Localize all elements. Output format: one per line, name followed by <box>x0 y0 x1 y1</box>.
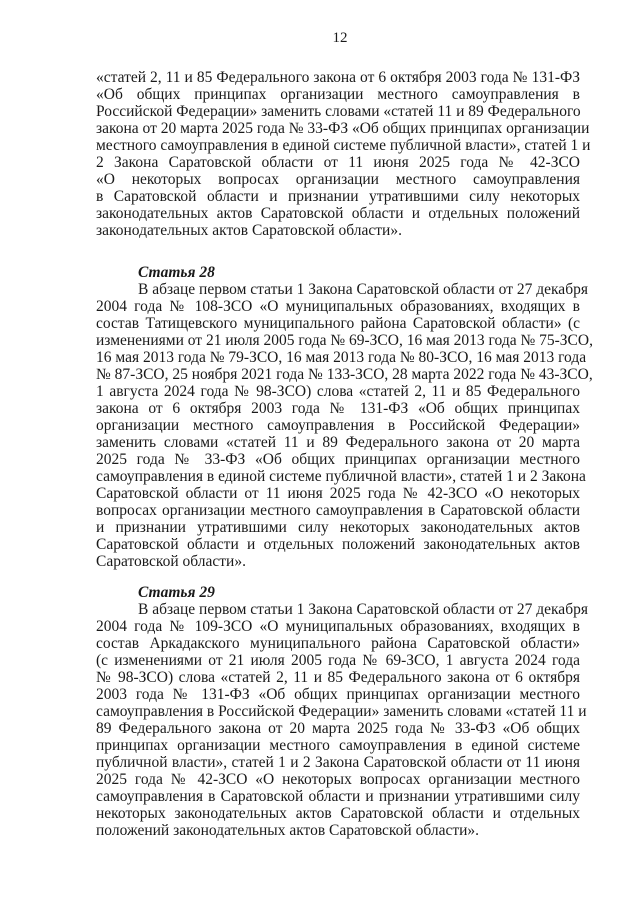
text-line: 2025 года № 42-ЗСО «О некоторых вопросах организации местного <box>96 771 580 788</box>
text-line: Саратовской области от 11 июня 2025 года № 42-ЗСО «О некоторых <box>96 485 580 502</box>
text-line: самоуправления в Саратовской области и признании утратившими силу <box>96 788 580 805</box>
text-line: 2 Закона Саратовской области от 11 июня 2025 года № 42-ЗСО <box>96 154 580 171</box>
text-line: Саратовской области». <box>96 553 246 570</box>
text-line: положений законодательных актов Саратовской области». <box>96 822 480 839</box>
text-line: (с изменениями от 21 июля 2005 года № 69-ЗСО, 1 августа 2024 года <box>96 652 580 669</box>
text-line: закона от 20 марта 2025 года № 33-ФЗ «Об общих принципах организации <box>96 120 590 137</box>
text-line: Саратовской области и отдельных положений законодательных актов <box>96 536 580 553</box>
text-line: и признании утратившими силу некоторых законодательных актов <box>96 519 580 536</box>
text-line: принципах организации местного самоуправления в единой системе <box>96 737 580 754</box>
text-line: законодательных актов Саратовской области и отдельных положений <box>96 205 580 222</box>
text-line: состав Аркадакского муниципального района Саратовской области» <box>96 635 580 652</box>
text-line: закона от 6 октября 2003 года № 131-ФЗ «Об общих принципах <box>96 400 580 417</box>
text-line: «Об общих принципах организации местного самоуправления в <box>96 86 580 103</box>
text-line: в Саратовской области и признании утратившими силу некоторых <box>96 188 580 205</box>
text-line: 2003 года № 131-ФЗ «Об общих принципах организации местного <box>96 686 580 703</box>
text-line: 1 августа 2024 года № 98-ЗСО) слова «статей 2, 11 и 85 Федерального <box>96 383 580 400</box>
text-line: публичной власти», статей 1 и 2 Закона Саратовской области от 11 июня <box>96 754 580 771</box>
text-line: самоуправления в Российской Федерации» заменить словами «статей 11 и <box>96 703 587 720</box>
text-line: вопросах организации местного самоуправления в Саратовской области <box>96 502 580 519</box>
text-line: законодательных актов Саратовской области». <box>96 222 402 239</box>
article-29-heading: Статья 29 <box>138 584 215 601</box>
text-line: некоторых законодательных актов Саратовской области и отдельных <box>96 805 580 822</box>
text-line: организации местного самоуправления в Российской Федерации» <box>96 417 580 434</box>
intro-paragraph <box>96 69 591 239</box>
text-line: «статей 2, 11 и 85 Федерального закона от 6 октября 2003 года № 131-ФЗ <box>96 69 580 86</box>
text-line: Российской Федерации» заменить словами «статей 11 и 89 Федерального <box>96 103 581 120</box>
article-28 <box>96 264 593 570</box>
text-line: № 87-ЗСО, 25 ноября 2021 года № 133-ЗСО, 28 марта 2022 года № 43-ЗСО, <box>96 366 593 383</box>
text-line: 2004 года № 108-ЗСО «О муниципальных образованиях, входящих в <box>96 298 580 315</box>
text-line: «О некоторых вопросах организации местного самоуправления <box>96 171 580 188</box>
text-line: самоуправления в единой системе публичной власти», статей 1 и 2 Закона <box>96 468 586 485</box>
text-line: В абзаце первом статьи 1 Закона Саратовской области от 27 декабря <box>138 601 588 618</box>
article-28-paragraph <box>96 281 593 570</box>
article-29 <box>96 584 588 839</box>
text-line: 16 мая 2013 года № 79-ЗСО, 16 мая 2013 года № 80-ЗСО, 16 мая 2013 года <box>96 349 587 366</box>
text-line: 2025 года № 33-ФЗ «Об общих принципах организации местного <box>96 451 580 468</box>
text-line: изменениями от 21 июля 2005 года № 69-ЗСО, 16 мая 2013 года № 75-ЗСО, <box>96 332 593 349</box>
text-line: состав Татищевского муниципального района Саратовской области» (с <box>96 315 580 332</box>
page-number: 12 <box>332 30 348 46</box>
text-line: местного самоуправления в единой системе публичной власти», статей 1 и <box>96 137 591 154</box>
text-line: № 98-ЗСО) слова «статей 2, 11 и 85 Федерального закона от 6 октября <box>96 669 580 686</box>
text-line: 89 Федерального закона от 20 марта 2025 года № 33-ФЗ «Об общих <box>96 720 580 737</box>
text-line: В абзаце первом статьи 1 Закона Саратовской области от 27 декабря <box>138 281 588 298</box>
article-29-paragraph <box>96 601 588 839</box>
article-28-heading: Статья 28 <box>138 264 215 281</box>
text-line: заменить словами «статей 11 и 89 Федерального закона от 20 марта <box>96 434 580 451</box>
text-line: 2004 года № 109-ЗСО «О муниципальных образованиях, входящих в <box>96 618 580 635</box>
